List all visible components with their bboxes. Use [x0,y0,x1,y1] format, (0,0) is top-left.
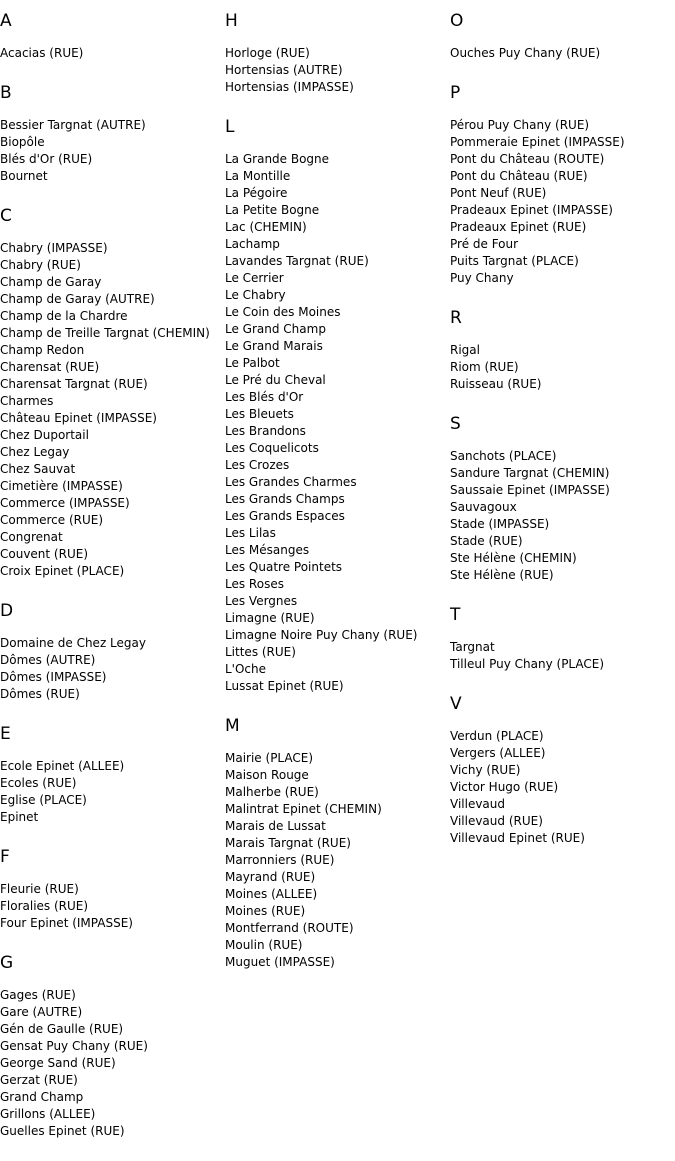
street-link[interactable]: Stade (IMPASSE) [450,517,550,531]
street-link[interactable]: Pont Neuf (RUE) [450,186,547,200]
letter-heading: H [225,11,238,31]
letter-group-s [450,414,672,584]
street-link[interactable]: Ste Hélène (RUE) [450,568,554,582]
street-link[interactable]: Lavandes Targnat (RUE) [225,254,369,268]
street-list [225,151,447,695]
street-link[interactable]: Champ de Garay (AUTRE) [0,292,155,306]
street-list [0,117,222,185]
street-list [225,750,447,971]
street-link[interactable]: La Petite Bogne [225,203,320,217]
street-link[interactable]: Sauvagoux [450,500,517,514]
street-link[interactable]: Four Epinet (IMPASSE) [0,916,133,930]
street-link[interactable]: Cimetière (IMPASSE) [0,479,123,493]
street-link[interactable]: Pré de Four [450,237,519,251]
street-link[interactable]: Saussaie Epinet (IMPASSE) [450,483,610,497]
street-link[interactable]: Marronniers (RUE) [225,853,335,867]
street-link[interactable]: Gerzat (RUE) [0,1073,78,1087]
street-link[interactable]: La Pégoire [225,186,288,200]
letter-group-h [225,11,447,96]
letter-heading: G [0,953,14,973]
street-link[interactable]: Charensat (RUE) [0,360,100,374]
street-link[interactable]: George Sand (RUE) [0,1056,116,1070]
street-link[interactable]: Muguet (IMPASSE) [225,955,335,969]
letter-group-b [0,83,222,185]
letter-heading: P [450,83,461,103]
street-link[interactable]: Les Crozes [225,458,290,472]
street-link[interactable]: Blés d'Or (RUE) [0,152,93,166]
street-link[interactable]: Domaine de Chez Legay [0,636,146,650]
street-link[interactable]: Ouches Puy Chany (RUE) [450,46,601,60]
street-link[interactable]: Dômes (AUTRE) [0,653,96,667]
letter-heading: E [0,724,11,744]
street-link[interactable]: Rigal [450,343,480,357]
street-link[interactable]: Ruisseau (RUE) [450,377,542,391]
street-list [0,240,222,580]
street-link[interactable]: Bournet [0,169,48,183]
street-list [450,117,672,287]
letter-group-o [450,11,672,62]
street-link[interactable]: Moines (RUE) [225,904,306,918]
letter-group-d [0,601,222,703]
street-list [450,639,672,673]
street-index-column-1 [0,11,222,1161]
street-link[interactable]: La Montille [225,169,291,183]
street-link[interactable]: Montferrand (ROUTE) [225,921,354,935]
street-link[interactable]: Tilleul Puy Chany (PLACE) [450,657,605,671]
street-link[interactable]: Villevaud (RUE) [450,814,543,828]
street-list [225,45,447,96]
street-link[interactable]: Sandure Targnat (CHEMIN) [450,466,610,480]
street-link[interactable]: Ecole Epinet (ALLEE) [0,759,125,773]
street-link[interactable]: Grillons (ALLEE) [0,1107,96,1121]
street-link[interactable]: Pradeaux Epinet (RUE) [450,220,587,234]
street-link[interactable]: Puits Targnat (PLACE) [450,254,579,268]
street-link[interactable]: Sanchots (PLACE) [450,449,557,463]
street-link[interactable]: Les Brandons [225,424,306,438]
street-link[interactable]: Chez Duportail [0,428,89,442]
letter-group-c [0,206,222,580]
street-link[interactable]: Les Bleuets [225,407,294,421]
street-link[interactable]: Maison Rouge [225,768,309,782]
letter-group-g [0,953,222,1140]
street-link[interactable]: Couvent (RUE) [0,547,89,561]
street-link[interactable]: Les Coquelicots [225,441,319,455]
street-link[interactable]: Pradeaux Epinet (IMPASSE) [450,203,613,217]
street-link[interactable]: Hortensias (AUTRE) [225,63,343,77]
letter-group-v [450,694,672,847]
letter-group-m [225,716,447,971]
street-link[interactable]: Gages (RUE) [0,988,76,1002]
street-link[interactable]: Limagne Noire Puy Chany (RUE) [225,628,418,642]
street-index-column-2 [225,11,447,992]
street-link[interactable]: Ste Hélène (CHEMIN) [450,551,577,565]
street-link[interactable]: Chabry (RUE) [0,258,81,272]
street-link[interactable]: Eglise (PLACE) [0,793,87,807]
street-link[interactable]: Mayrand (RUE) [225,870,316,884]
street-list [450,448,672,584]
street-link[interactable]: Gensat Puy Chany (RUE) [0,1039,148,1053]
street-link[interactable]: Vergers (ALLEE) [450,746,546,760]
letter-group-l [225,117,447,695]
street-link[interactable]: Pérou Puy Chany (RUE) [450,118,590,132]
street-link[interactable]: Villevaud [450,797,506,811]
street-link[interactable]: Charmes [0,394,54,408]
street-link[interactable]: La Grande Bogne [225,152,330,166]
street-link[interactable]: Les Grands Espaces [225,509,345,523]
street-link[interactable]: Biopôle [0,135,45,149]
letter-group-a [0,11,222,62]
letter-group-t [450,605,672,673]
street-link[interactable]: Champ Redon [0,343,85,357]
street-link[interactable]: Le Cerrier [225,271,284,285]
letter-heading: D [0,601,14,621]
street-link[interactable]: Mairie (PLACE) [225,751,314,765]
street-list [0,987,222,1140]
street-link[interactable]: Le Grand Marais [225,339,323,353]
street-link[interactable]: Fleurie (RUE) [0,882,79,896]
street-link[interactable]: Charensat Targnat (RUE) [0,377,148,391]
street-link[interactable]: Champ de Garay [0,275,102,289]
letter-heading: O [450,11,464,31]
street-link[interactable]: Pont du Château (RUE) [450,169,588,183]
street-link[interactable]: Château Epinet (IMPASSE) [0,411,157,425]
street-link[interactable]: Les Quatre Pointets [225,560,343,574]
street-link[interactable]: Le Coin des Moines [225,305,341,319]
street-link[interactable]: Puy Chany [450,271,514,285]
street-link[interactable]: Hortensias (IMPASSE) [225,80,354,94]
street-link[interactable]: Villevaud Epinet (RUE) [450,831,585,845]
street-link[interactable]: Victor Hugo (RUE) [450,780,559,794]
street-link[interactable]: Verdun (PLACE) [450,729,544,743]
street-link[interactable]: Le Pré du Cheval [225,373,326,387]
street-list [450,728,672,847]
street-link[interactable]: Floralies (RUE) [0,899,89,913]
street-link[interactable]: Commerce (RUE) [0,513,104,527]
street-link[interactable]: Chez Legay [0,445,70,459]
letter-heading: A [0,11,12,31]
street-link[interactable]: Littes (RUE) [225,645,296,659]
street-list [450,342,672,393]
street-link[interactable]: Riom (RUE) [450,360,519,374]
street-link[interactable]: Guelles Epinet (RUE) [0,1124,125,1138]
letter-heading: B [0,83,12,103]
street-link[interactable]: Lussat Epinet (RUE) [225,679,344,693]
street-link[interactable]: Chez Sauvat [0,462,76,476]
street-link[interactable]: Croix Epinet (PLACE) [0,564,125,578]
street-link[interactable]: Chabry (IMPASSE) [0,241,108,255]
letter-heading: M [225,716,240,736]
street-link[interactable]: Le Palbot [225,356,280,370]
street-link[interactable]: Ecoles (RUE) [0,776,77,790]
letter-group-r [450,308,672,393]
street-link[interactable]: Gén de Gaulle (RUE) [0,1022,124,1036]
street-link[interactable]: Les Grands Champs [225,492,345,506]
letter-heading: V [450,694,462,714]
street-link[interactable]: Marais de Lussat [225,819,326,833]
street-link[interactable]: Dômes (IMPASSE) [0,670,107,684]
street-link[interactable]: Pommeraie Epinet (IMPASSE) [450,135,625,149]
street-link[interactable]: Epinet [0,810,39,824]
street-index-column-3 [450,11,672,868]
street-link[interactable]: Champ de Treille Targnat (CHEMIN) [0,326,210,340]
street-link[interactable]: Pont du Château (ROUTE) [450,152,605,166]
letter-heading: T [450,605,461,625]
street-link[interactable]: Les Lilas [225,526,276,540]
letter-heading: C [0,206,12,226]
street-link[interactable]: Le Grand Champ [225,322,326,336]
street-list [0,45,222,62]
letter-group-p [450,83,672,287]
street-link[interactable]: Moines (ALLEE) [225,887,318,901]
letter-heading: F [0,847,10,867]
letter-heading: R [450,308,462,328]
street-list [450,45,672,62]
street-link[interactable]: Les Vergnes [225,594,298,608]
letter-heading: L [225,117,235,137]
street-link[interactable]: Grand Champ [0,1090,84,1104]
street-list [0,881,222,932]
street-link[interactable]: Lac (CHEMIN) [225,220,307,234]
street-link[interactable]: Les Roses [225,577,284,591]
street-link[interactable]: Horloge (RUE) [225,46,310,60]
letter-heading: S [450,414,461,434]
street-list [0,635,222,703]
street-link[interactable]: Vichy (RUE) [450,763,521,777]
letter-group-f [0,847,222,932]
street-link[interactable]: Congrenat [0,530,63,544]
street-link[interactable]: Les Blés d'Or [225,390,304,404]
street-link[interactable]: Stade (RUE) [450,534,523,548]
street-link[interactable]: Malintrat Epinet (CHEMIN) [225,802,382,816]
street-link[interactable]: L'Oche [225,662,267,676]
street-link[interactable]: Les Mésanges [225,543,310,557]
street-link[interactable]: Gare (AUTRE) [0,1005,83,1019]
street-link[interactable]: Les Grandes Charmes [225,475,357,489]
street-link[interactable]: Le Chabry [225,288,286,302]
street-link[interactable]: Marais Targnat (RUE) [225,836,351,850]
street-link[interactable]: Limagne (RUE) [225,611,315,625]
street-link[interactable]: Champ de la Chardre [0,309,128,323]
letter-group-e [0,724,222,826]
street-link[interactable]: Bessier Targnat (AUTRE) [0,118,146,132]
street-link[interactable]: Malherbe (RUE) [225,785,319,799]
street-link[interactable]: Targnat [450,640,495,654]
street-link[interactable]: Lachamp [225,237,280,251]
street-link[interactable]: Acacias (RUE) [0,46,84,60]
street-link[interactable]: Dômes (RUE) [0,687,80,701]
street-list [0,758,222,826]
street-link[interactable]: Commerce (IMPASSE) [0,496,130,510]
street-link[interactable]: Moulin (RUE) [225,938,303,952]
